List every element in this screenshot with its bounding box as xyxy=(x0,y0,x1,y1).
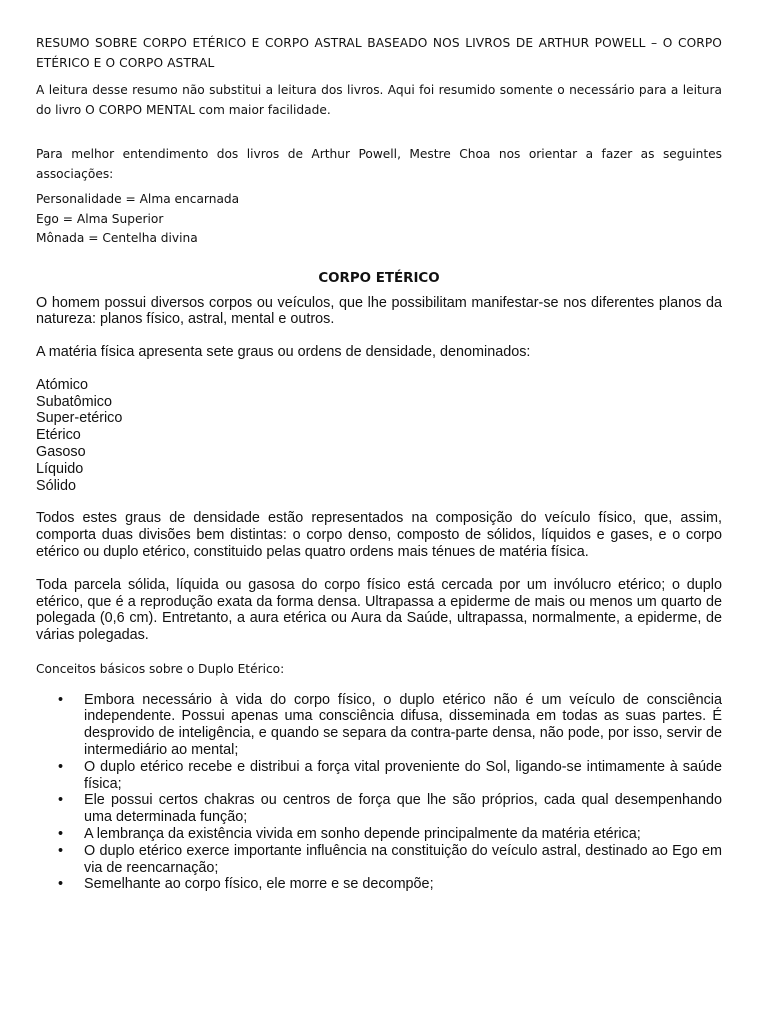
concept-text: Semelhante ao corpo físico, ele morre e se decompõe; xyxy=(84,876,434,893)
density-level: Etérico xyxy=(36,427,81,444)
concept-item xyxy=(36,792,722,826)
concept-text: Ele possui certos chakras ou centros de força que lhe são próprios, cada qual desempenhando uma determinada função; xyxy=(84,792,722,826)
concept-text: A lembrança da existência vivida em sonho depende principalmente da matéria etérica; xyxy=(84,825,641,842)
document-page xyxy=(36,34,722,893)
paragraph: Toda parcela sólida, líquida ou gasosa do corpo físico está cercada por um invólucro etérico; o duplo etérico, que é a reprodução exata da forma densa. Ultrapassa a epiderme de mais ou menos um quarto de polegada (0,6 cm). Entretanto, a aura etérica ou Aura da Saúde, ultrapassa, normalmente, a epiderme, de várias polegadas. xyxy=(36,576,722,644)
bullet-icon: • xyxy=(58,842,64,859)
concept-item xyxy=(36,876,722,893)
concept-item xyxy=(36,826,722,843)
paragraph: O homem possui diversos corpos ou veículos, que lhe possibilitam manifestar-se nos diferentes planos da natureza: planos físico, astral, mental e outros. xyxy=(36,294,722,328)
density-level: Subatômico xyxy=(36,393,112,410)
associations-intro: Para melhor entendimento dos livros de Arthur Powell, Mestre Choa nos orientar a fazer as seguintes associações: xyxy=(36,147,722,181)
paragraph: Todos estes graus de densidade estão representados na composição do veículo físico, que, assim, comporta duas divisões bem distintas: o corpo denso, composto de sólidos, líquidos e gases, e o corpo etérico ou duplo etérico, constituido pelas quatro ordens mais ténues de matéria física. xyxy=(36,510,722,561)
density-level: Gasoso xyxy=(36,444,86,461)
density-level: Líquido xyxy=(36,460,84,477)
association-item: Mônada = Centelha divina xyxy=(36,231,198,245)
concept-text: O duplo etérico recebe e distribui a força vital proveniente do Sol, ligando-se intimamente à saúde física; xyxy=(84,758,722,792)
association-item: Ego = Alma Superior xyxy=(36,211,164,226)
concepts-title: Conceitos básicos sobre o Duplo Etérico: xyxy=(36,662,285,677)
bullet-icon: • xyxy=(58,825,64,842)
concept-item xyxy=(36,759,722,793)
document-header: RESUMO SOBRE CORPO ETÉRICO E CORPO ASTRAL BASEADO NOS LIVROS DE ARTHUR POWELL – O CORPO ETÉRICO E O CORPO ASTRAL xyxy=(36,36,722,70)
concept-text: Embora necessário à vida do corpo físico, o duplo etérico não é um veículo de consciência independente. Possui apenas uma consciência difusa, disseminada em todas as suas partes. É desprovido de inteligência, e quando se separa da contra-parte densa, não pode, por isso, servir de intermediário ao mental; xyxy=(84,691,722,758)
bullet-icon: • xyxy=(58,691,64,708)
density-level: Super-etérico xyxy=(36,410,123,427)
density-level: Sólido xyxy=(36,477,77,494)
associations-list xyxy=(36,190,722,249)
paragraph: A matéria física apresenta sete graus ou ordens de densidade, denominados: xyxy=(36,344,531,361)
association-item: Personalidade = Alma encarnada xyxy=(36,192,240,206)
concept-item xyxy=(36,692,722,759)
bullet-icon: • xyxy=(58,876,64,893)
concept-text: O duplo etérico exerce importante influência na constituição do veículo astral, destinado ao Ego em via de reencarnação; xyxy=(84,842,722,876)
intro-paragraph: A leitura desse resumo não substitui a leitura dos livros. Aqui foi resumido somente o necessário para a leitura do livro O CORPO MENTAL com maior facilidade. xyxy=(36,83,722,117)
density-levels-list xyxy=(36,377,722,495)
bullet-icon: • xyxy=(58,758,64,775)
bullet-icon: • xyxy=(58,792,64,809)
concept-item xyxy=(36,843,722,877)
density-level: Atómico xyxy=(36,376,88,393)
concepts-list xyxy=(36,692,722,894)
section-title: CORPO ETÉRICO xyxy=(318,270,440,286)
